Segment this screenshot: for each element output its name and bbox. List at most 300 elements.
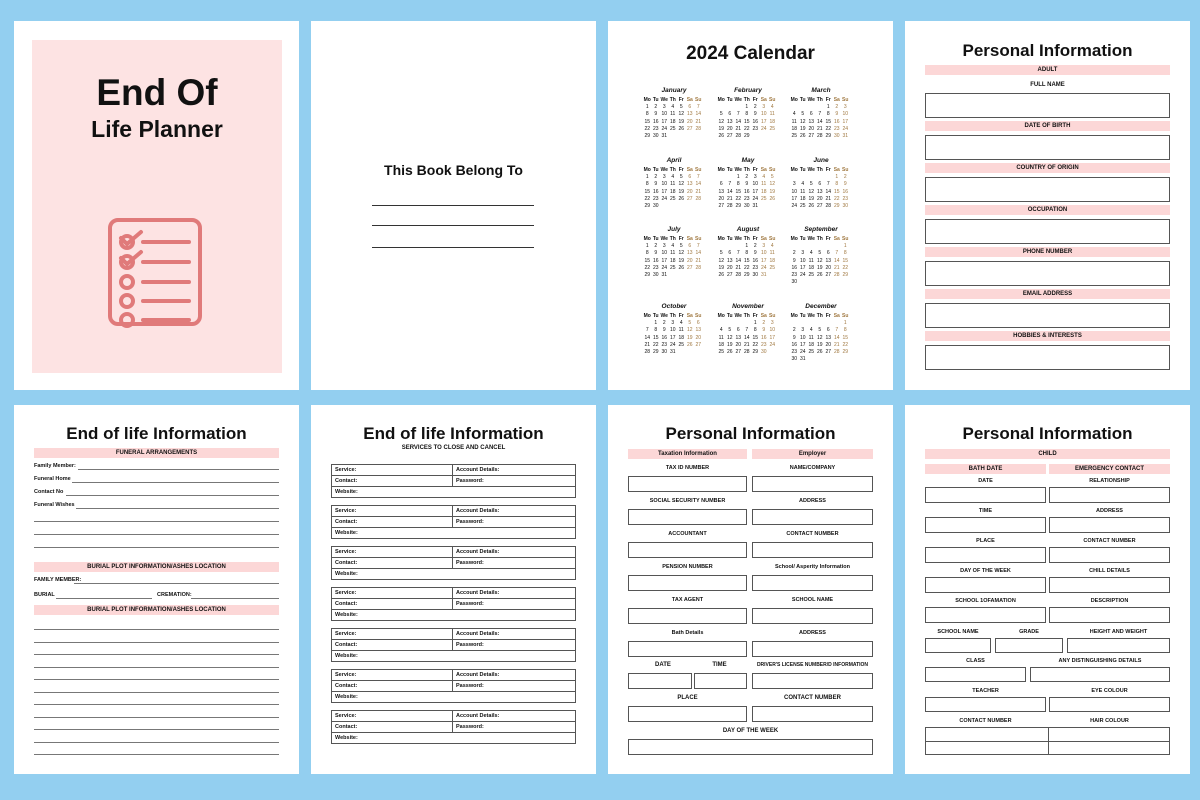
height-weight-input[interactable] <box>1067 638 1170 653</box>
day-cell[interactable]: 28 <box>735 272 742 279</box>
day-cell[interactable]: 29 <box>825 133 832 140</box>
day-cell[interactable]: 12 <box>769 181 776 188</box>
day-cell[interactable]: 20 <box>686 257 693 264</box>
day-cell[interactable]: 18 <box>808 341 815 348</box>
day-cell[interactable]: 13 <box>686 111 693 118</box>
day-cell[interactable]: 5 <box>801 111 805 118</box>
day-cell[interactable]: 18 <box>760 188 767 195</box>
day-cell[interactable]: 21 <box>726 195 733 202</box>
field-line[interactable] <box>76 508 279 509</box>
day-cell[interactable]: 23 <box>752 264 759 271</box>
day-cell[interactable]: 10 <box>661 181 668 188</box>
day-cell[interactable]: 8 <box>826 111 830 118</box>
day-cell[interactable]: 27 <box>686 195 693 202</box>
day-cell[interactable]: 9 <box>753 250 757 257</box>
day-cell[interactable]: 3 <box>762 243 766 250</box>
day-cell[interactable]: 14 <box>825 188 832 195</box>
write-line[interactable] <box>34 704 279 705</box>
write-line[interactable] <box>34 521 279 522</box>
day-cell[interactable]: 17 <box>669 334 676 341</box>
day-cell[interactable]: 2 <box>762 320 766 327</box>
day-cell[interactable]: 25 <box>769 125 776 132</box>
day-cell[interactable]: 16 <box>760 334 767 341</box>
day-cell[interactable]: 19 <box>718 125 725 132</box>
day-cell[interactable]: 15 <box>842 334 849 341</box>
day-cell[interactable]: 10 <box>661 111 668 118</box>
day-cell[interactable]: 31 <box>661 272 668 279</box>
day-cell[interactable]: 21 <box>735 264 742 271</box>
day-cell[interactable]: 22 <box>842 341 849 348</box>
day-cell[interactable]: 6 <box>688 174 692 181</box>
day-cell[interactable]: 21 <box>735 125 742 132</box>
day-cell[interactable]: 27 <box>726 272 733 279</box>
day-cell[interactable]: 30 <box>652 133 659 140</box>
day-cell[interactable]: 8 <box>745 250 749 257</box>
day-cell[interactable]: 30 <box>791 279 798 286</box>
day-cell[interactable]: 2 <box>753 104 757 111</box>
field-line[interactable] <box>56 598 152 599</box>
day-cell[interactable]: 23 <box>842 195 849 202</box>
day-cell[interactable]: 4 <box>770 243 774 250</box>
field-input[interactable] <box>1049 517 1170 533</box>
day-cell[interactable]: 22 <box>833 195 840 202</box>
day-cell[interactable]: 25 <box>718 349 725 356</box>
service-block[interactable] <box>331 546 576 580</box>
day-cell[interactable]: 4 <box>792 111 796 118</box>
day-cell[interactable]: 30 <box>791 356 798 363</box>
day-cell[interactable]: 22 <box>743 264 750 271</box>
day-cell[interactable]: 23 <box>791 349 798 356</box>
day-cell[interactable]: 3 <box>662 243 666 250</box>
day-cell[interactable]: 6 <box>818 181 822 188</box>
day-cell[interactable]: 16 <box>752 257 759 264</box>
day-cell[interactable]: 15 <box>842 257 849 264</box>
day-cell[interactable]: 23 <box>652 195 659 202</box>
day-cell[interactable]: 25 <box>669 264 676 271</box>
day-cell[interactable]: 13 <box>825 334 832 341</box>
day-cell[interactable]: 2 <box>753 243 757 250</box>
day-cell[interactable]: 10 <box>799 257 806 264</box>
day-cell[interactable]: 15 <box>743 118 750 125</box>
day-cell[interactable]: 10 <box>661 250 668 257</box>
day-cell[interactable]: 17 <box>799 341 806 348</box>
day-cell[interactable]: 17 <box>752 188 759 195</box>
contact-hair-table[interactable] <box>925 727 1170 755</box>
day-cell[interactable]: 12 <box>816 257 823 264</box>
service-block[interactable] <box>331 710 576 744</box>
day-cell[interactable]: 10 <box>752 181 759 188</box>
day-cell[interactable]: 1 <box>645 174 649 181</box>
day-cell[interactable]: 7 <box>826 181 830 188</box>
day-cell[interactable]: 22 <box>644 195 651 202</box>
time-input[interactable] <box>694 673 747 689</box>
write-line[interactable] <box>34 679 279 680</box>
day-cell[interactable]: 20 <box>686 188 693 195</box>
day-cell[interactable]: 25 <box>678 341 685 348</box>
field-input[interactable] <box>752 608 873 624</box>
day-cell[interactable]: 3 <box>762 104 766 111</box>
day-cell[interactable]: 12 <box>678 250 685 257</box>
contact-input[interactable] <box>752 706 873 722</box>
day-cell[interactable]: 5 <box>688 320 692 327</box>
day-cell[interactable]: 5 <box>728 327 732 334</box>
teacher-input[interactable] <box>925 697 1046 712</box>
day-cell[interactable]: 31 <box>760 272 767 279</box>
day-cell[interactable]: 18 <box>669 257 676 264</box>
day-cell[interactable]: 28 <box>825 203 832 210</box>
day-cell[interactable]: 30 <box>752 272 759 279</box>
service-block[interactable] <box>331 464 576 498</box>
day-cell[interactable]: 5 <box>809 181 813 188</box>
day-cell[interactable]: 22 <box>842 264 849 271</box>
field-input[interactable] <box>752 575 873 591</box>
field-input[interactable] <box>752 641 873 657</box>
day-cell[interactable]: 9 <box>745 181 749 188</box>
day-cell[interactable]: 9 <box>762 327 766 334</box>
day-cell[interactable]: 25 <box>799 203 806 210</box>
details-input[interactable] <box>1030 667 1170 682</box>
field-input[interactable] <box>752 542 873 558</box>
day-cell[interactable]: 28 <box>695 195 702 202</box>
day-cell[interactable]: 7 <box>736 250 740 257</box>
day-cell[interactable]: 30 <box>652 272 659 279</box>
day-cell[interactable]: 19 <box>816 264 823 271</box>
day-cell[interactable]: 27 <box>735 349 742 356</box>
day-cell[interactable]: 8 <box>645 111 649 118</box>
day-cell[interactable]: 21 <box>743 341 750 348</box>
day-cell[interactable]: 8 <box>843 327 847 334</box>
day-cell[interactable]: 4 <box>809 250 813 257</box>
write-line[interactable] <box>34 729 279 730</box>
day-cell[interactable]: 9 <box>843 181 847 188</box>
day-cell[interactable]: 12 <box>816 334 823 341</box>
day-cell[interactable]: 23 <box>760 341 767 348</box>
day-cell[interactable]: 17 <box>769 334 776 341</box>
day-cell[interactable]: 14 <box>726 188 733 195</box>
day-cell[interactable]: 11 <box>670 250 676 257</box>
day-cell[interactable]: 7 <box>696 174 700 181</box>
day-cell[interactable]: 12 <box>718 257 725 264</box>
day-cell[interactable]: 7 <box>835 327 839 334</box>
day-cell[interactable]: 19 <box>678 257 685 264</box>
day-cell[interactable]: 25 <box>808 272 815 279</box>
day-cell[interactable]: 20 <box>816 195 823 202</box>
day-cell[interactable]: 24 <box>661 195 668 202</box>
day-cell[interactable]: 23 <box>752 125 759 132</box>
day-cell[interactable]: 23 <box>791 272 798 279</box>
day-cell[interactable]: 7 <box>835 250 839 257</box>
field-line[interactable] <box>66 495 279 496</box>
day-cell[interactable]: 10 <box>769 327 776 334</box>
day-cell[interactable]: 24 <box>669 341 676 348</box>
day-cell[interactable]: 20 <box>726 125 733 132</box>
day-cell[interactable]: 2 <box>654 104 658 111</box>
day-cell[interactable]: 30 <box>652 203 659 210</box>
day-cell[interactable]: 11 <box>678 327 684 334</box>
day-cell[interactable]: 11 <box>670 111 676 118</box>
day-cell[interactable]: 1 <box>843 243 847 250</box>
day-cell[interactable]: 6 <box>826 327 830 334</box>
day-cell[interactable]: 3 <box>770 320 774 327</box>
day-cell[interactable]: 9 <box>662 327 666 334</box>
day-cell[interactable]: 15 <box>735 188 742 195</box>
day-cell[interactable]: 17 <box>661 257 668 264</box>
day-cell[interactable]: 7 <box>745 327 749 334</box>
day-cell[interactable]: 17 <box>842 118 849 125</box>
day-cell[interactable]: 22 <box>644 264 651 271</box>
day-cell[interactable]: 13 <box>718 188 725 195</box>
day-cell[interactable]: 18 <box>669 118 676 125</box>
day-cell[interactable]: 27 <box>686 264 693 271</box>
day-cell[interactable]: 13 <box>726 118 733 125</box>
day-cell[interactable]: 26 <box>816 272 823 279</box>
day-cell[interactable]: 14 <box>816 118 823 125</box>
day-cell[interactable]: 18 <box>791 125 798 132</box>
day-cell[interactable]: 28 <box>644 349 651 356</box>
day-cell[interactable]: 28 <box>816 133 823 140</box>
day-cell[interactable]: 23 <box>652 125 659 132</box>
day-cell[interactable]: 4 <box>809 327 813 334</box>
day-cell[interactable]: 11 <box>769 250 775 257</box>
day-cell[interactable]: 18 <box>718 341 725 348</box>
day-cell[interactable]: 29 <box>644 203 651 210</box>
day-cell[interactable]: 5 <box>679 243 683 250</box>
day-cell[interactable]: 1 <box>753 320 757 327</box>
day-cell[interactable]: 13 <box>816 188 823 195</box>
day-cell[interactable]: 10 <box>842 111 849 118</box>
day-cell[interactable]: 16 <box>752 118 759 125</box>
day-cell[interactable]: 24 <box>760 264 767 271</box>
day-cell[interactable]: 20 <box>726 264 733 271</box>
day-cell[interactable]: 25 <box>669 125 676 132</box>
day-cell[interactable]: 31 <box>661 133 668 140</box>
day-cell[interactable]: 19 <box>726 341 733 348</box>
day-cell[interactable]: 17 <box>791 195 798 202</box>
day-cell[interactable]: 23 <box>652 264 659 271</box>
day-cell[interactable]: 16 <box>842 188 849 195</box>
day-cell[interactable]: 7 <box>645 327 649 334</box>
day-cell[interactable]: 13 <box>825 257 832 264</box>
day-cell[interactable]: 11 <box>670 181 676 188</box>
day-cell[interactable]: 2 <box>792 250 796 257</box>
day-cell[interactable]: 11 <box>800 188 806 195</box>
day-cell[interactable]: 24 <box>661 125 668 132</box>
day-cell[interactable]: 31 <box>669 349 676 356</box>
day-cell[interactable]: 28 <box>833 349 840 356</box>
write-line[interactable] <box>34 667 279 668</box>
field-input[interactable] <box>925 345 1170 370</box>
day-cell[interactable]: 16 <box>661 334 668 341</box>
date-input[interactable] <box>628 673 692 689</box>
place-input[interactable] <box>628 706 747 722</box>
day-cell[interactable]: 16 <box>833 118 840 125</box>
day-cell[interactable]: 11 <box>761 181 767 188</box>
day-cell[interactable]: 15 <box>644 118 651 125</box>
day-cell[interactable]: 19 <box>678 118 685 125</box>
write-line[interactable] <box>34 692 279 693</box>
day-cell[interactable]: 15 <box>743 257 750 264</box>
day-cell[interactable]: 27 <box>808 133 815 140</box>
day-cell[interactable]: 16 <box>791 341 798 348</box>
day-cell[interactable]: 15 <box>644 257 651 264</box>
day-cell[interactable]: 19 <box>799 125 806 132</box>
field-input[interactable] <box>925 547 1046 563</box>
day-cell[interactable]: 12 <box>726 334 733 341</box>
field-input[interactable] <box>628 476 747 492</box>
day-cell[interactable]: 12 <box>686 327 693 334</box>
day-cell[interactable]: 21 <box>644 341 651 348</box>
write-line[interactable] <box>34 547 279 548</box>
day-cell[interactable]: 1 <box>654 320 658 327</box>
day-cell[interactable]: 15 <box>752 334 759 341</box>
day-cell[interactable]: 1 <box>645 243 649 250</box>
day-cell[interactable]: 30 <box>760 349 767 356</box>
day-cell[interactable]: 29 <box>735 203 742 210</box>
day-cell[interactable]: 25 <box>669 195 676 202</box>
day-cell[interactable]: 3 <box>753 174 757 181</box>
day-cell[interactable]: 17 <box>760 257 767 264</box>
day-cell[interactable]: 1 <box>835 174 839 181</box>
day-cell[interactable]: 19 <box>686 334 693 341</box>
day-cell[interactable]: 17 <box>799 264 806 271</box>
day-cell[interactable]: 4 <box>671 174 675 181</box>
day-cell[interactable]: 16 <box>652 118 659 125</box>
day-cell[interactable]: 30 <box>833 133 840 140</box>
day-cell[interactable]: 22 <box>652 341 659 348</box>
day-cell[interactable]: 26 <box>718 272 725 279</box>
field-input[interactable] <box>628 509 747 525</box>
day-cell[interactable]: 26 <box>678 125 685 132</box>
day-cell[interactable]: 30 <box>661 349 668 356</box>
day-cell[interactable]: 6 <box>719 181 723 188</box>
day-cell[interactable]: 13 <box>726 257 733 264</box>
day-cell[interactable]: 13 <box>735 334 742 341</box>
field-input[interactable] <box>752 476 873 492</box>
day-cell[interactable]: 7 <box>696 104 700 111</box>
day-cell[interactable]: 2 <box>843 174 847 181</box>
field-input[interactable] <box>1049 607 1170 623</box>
day-cell[interactable]: 21 <box>833 264 840 271</box>
day-cell[interactable]: 6 <box>688 243 692 250</box>
day-cell[interactable]: 24 <box>799 349 806 356</box>
field-input[interactable] <box>628 542 747 558</box>
day-cell[interactable]: 26 <box>686 341 693 348</box>
field-input[interactable] <box>925 177 1170 202</box>
write-line[interactable] <box>34 654 279 655</box>
day-cell[interactable]: 18 <box>799 195 806 202</box>
day-cell[interactable]: 4 <box>671 104 675 111</box>
field-line[interactable] <box>74 583 279 584</box>
day-cell[interactable]: 28 <box>833 272 840 279</box>
day-cell[interactable]: 5 <box>770 174 774 181</box>
field-input[interactable] <box>752 509 873 525</box>
day-cell[interactable]: 26 <box>799 133 806 140</box>
day-cell[interactable]: 28 <box>743 349 750 356</box>
day-cell[interactable]: 13 <box>695 327 702 334</box>
field-input[interactable] <box>925 607 1046 623</box>
day-cell[interactable]: 22 <box>644 125 651 132</box>
field-input[interactable] <box>628 608 747 624</box>
day-cell[interactable]: 13 <box>686 250 693 257</box>
day-cell[interactable]: 4 <box>762 174 766 181</box>
day-cell[interactable]: 24 <box>661 264 668 271</box>
day-cell[interactable]: 29 <box>644 133 651 140</box>
day-cell[interactable]: 20 <box>808 125 815 132</box>
field-input[interactable] <box>925 93 1170 118</box>
day-cell[interactable]: 15 <box>825 118 832 125</box>
field-line[interactable] <box>191 598 279 599</box>
field-input[interactable] <box>925 487 1046 503</box>
day-cell[interactable]: 22 <box>825 125 832 132</box>
day-cell[interactable]: 2 <box>745 174 749 181</box>
day-cell[interactable]: 1 <box>826 104 830 111</box>
day-cell[interactable]: 6 <box>688 104 692 111</box>
day-cell[interactable]: 2 <box>654 243 658 250</box>
day-cell[interactable]: 13 <box>808 118 815 125</box>
day-cell[interactable]: 9 <box>792 257 796 264</box>
day-cell[interactable]: 20 <box>718 195 725 202</box>
day-cell[interactable]: 11 <box>808 257 814 264</box>
license-input[interactable] <box>752 673 873 689</box>
day-cell[interactable]: 2 <box>662 320 666 327</box>
day-cell[interactable]: 21 <box>816 125 823 132</box>
day-cell[interactable]: 17 <box>661 188 668 195</box>
day-cell[interactable]: 2 <box>792 327 796 334</box>
day-cell[interactable]: 29 <box>842 349 849 356</box>
day-cell[interactable]: 21 <box>695 257 702 264</box>
day-cell[interactable]: 26 <box>678 264 685 271</box>
day-cell[interactable]: 24 <box>760 125 767 132</box>
day-cell[interactable]: 25 <box>791 133 798 140</box>
day-cell[interactable]: 18 <box>769 118 776 125</box>
day-cell[interactable]: 9 <box>835 111 839 118</box>
day-cell[interactable]: 11 <box>718 334 724 341</box>
day-cell[interactable]: 8 <box>645 181 649 188</box>
day-cell[interactable]: 19 <box>678 188 685 195</box>
day-cell[interactable]: 9 <box>654 111 658 118</box>
day-cell[interactable]: 16 <box>652 257 659 264</box>
day-cell[interactable]: 4 <box>679 320 683 327</box>
day-cell[interactable]: 24 <box>842 125 849 132</box>
day-cell[interactable]: 6 <box>696 320 700 327</box>
day-cell[interactable]: 9 <box>654 250 658 257</box>
day-cell[interactable]: 6 <box>826 250 830 257</box>
day-cell[interactable]: 2 <box>654 174 658 181</box>
day-cell[interactable]: 24 <box>799 272 806 279</box>
day-cell[interactable]: 29 <box>842 272 849 279</box>
day-cell[interactable]: 4 <box>770 104 774 111</box>
day-cell[interactable]: 26 <box>808 203 815 210</box>
day-cell[interactable]: 15 <box>833 188 840 195</box>
field-input[interactable] <box>1049 547 1170 563</box>
day-cell[interactable]: 26 <box>678 195 685 202</box>
day-cell[interactable]: 1 <box>745 104 749 111</box>
day-cell[interactable]: 14 <box>833 334 840 341</box>
write-line[interactable] <box>34 642 279 643</box>
day-cell[interactable]: 21 <box>695 118 702 125</box>
day-cell[interactable]: 10 <box>760 250 767 257</box>
day-cell[interactable]: 14 <box>743 334 750 341</box>
day-cell[interactable]: 14 <box>735 118 742 125</box>
day-cell[interactable]: 20 <box>735 341 742 348</box>
day-cell[interactable]: 14 <box>735 257 742 264</box>
day-cell[interactable]: 5 <box>679 174 683 181</box>
day-cell[interactable]: 27 <box>816 203 823 210</box>
day-cell[interactable]: 21 <box>695 188 702 195</box>
day-cell[interactable]: 3 <box>671 320 675 327</box>
day-cell[interactable]: 25 <box>808 349 815 356</box>
write-line[interactable] <box>34 629 279 630</box>
